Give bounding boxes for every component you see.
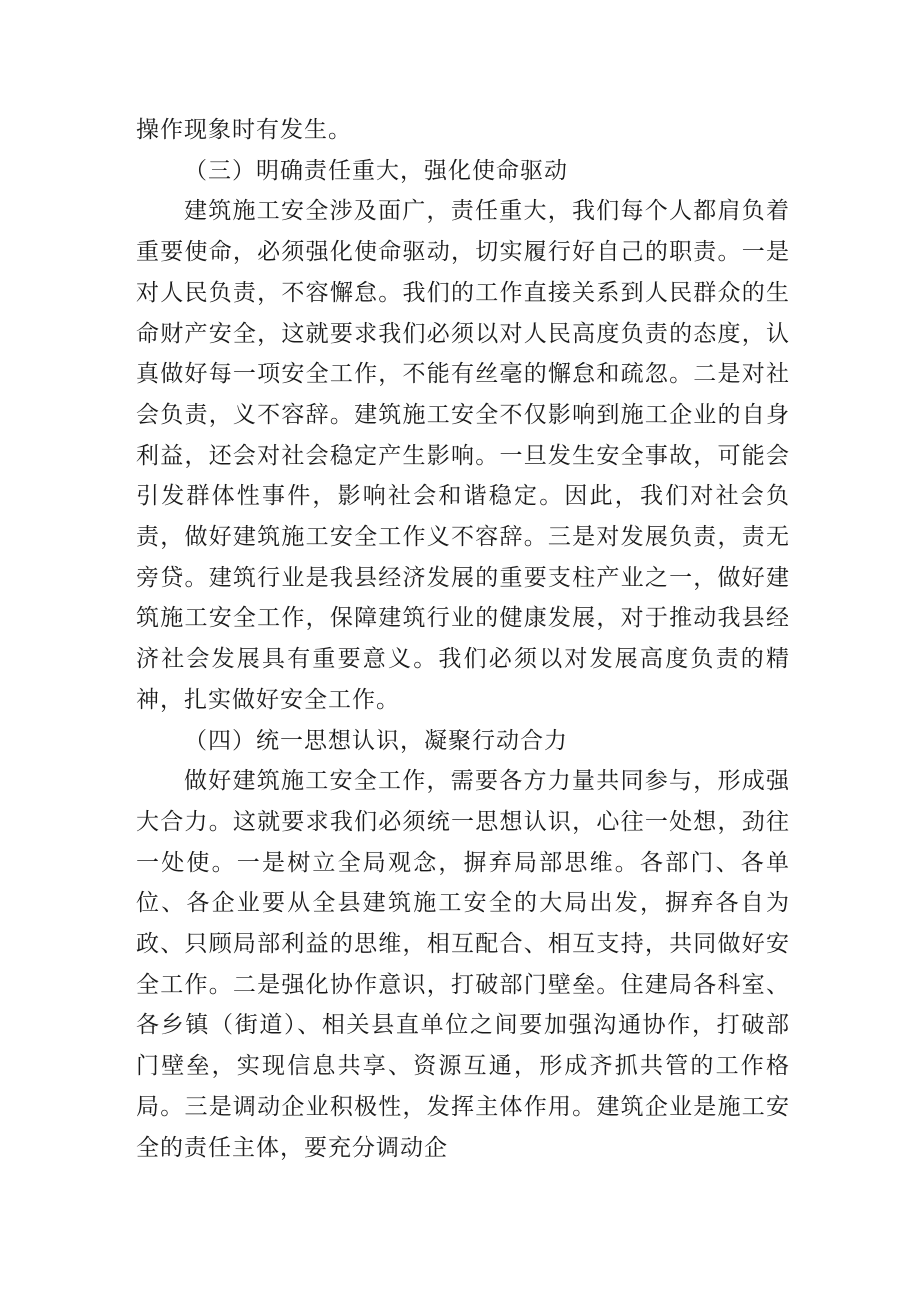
paragraph-unity: 做好建筑施工安全工作，需要各方力量共同参与，形成强大合力。这就要求我们必须统一思想认识，心往一处想，劲往一处使。一是树立全局观念，摒弃局部思维。各部门、各单位、各企业要从全县建筑施工安全的大局出发，摒弃各自为政、只顾局部利益的思维，相互配合、相互支持，共同做好安全工作。二是强化协作意识，打破部门壁垒。住建局各科室、各乡镇（街道）、相关县直单位之间要加强沟通协作，打破部门壁垒，实现信息共享、资源互通，形成齐抓共管的工作格局。三是调动企业积极性，发挥主体作用。建筑企业是施工安全的责任主体，要充分调动企 (136, 768, 790, 1161)
section-heading-three: （三）明确责任重大，强化使命驱动 (184, 157, 568, 184)
section-heading-four: （四）统一思想认识，凝聚行动合力 (184, 727, 568, 754)
paragraph-continuation: 操作现象时有发生。 (136, 117, 352, 143)
paragraph-responsibility: 建筑施工安全涉及面广，责任重大，我们每个人都肩负着重要使命，必须强化使命驱动，切实履行好自己的职责。一是对人民负责，不容懈怠。我们的工作直接关系到人民群众的生命财产安全，这就要求我们必须以对人民高度负责的态度，认真做好每一项安全工作，不能有丝毫的懈怠和疏忽。二是对社会负责，义不容辞。建筑施工安全不仅影响到施工企业的自身利益，还会对社会稳定产生影响。一旦发生安全事故，可能会引发群体性事件，影响社会和谐稳定。因此，我们对社会负责，做好建筑施工安全工作义不容辞。三是对发展负责，责无旁贷。建筑行业是我县经济发展的重要支柱产业之一，做好建筑施工安全工作，保障建筑行业的健康发展，对于推动我县经济社会发展具有重要意义。我们必须以对发展高度负责的精神，扎实做好安全工作。 (136, 198, 790, 713)
document-body (136, 110, 790, 1168)
